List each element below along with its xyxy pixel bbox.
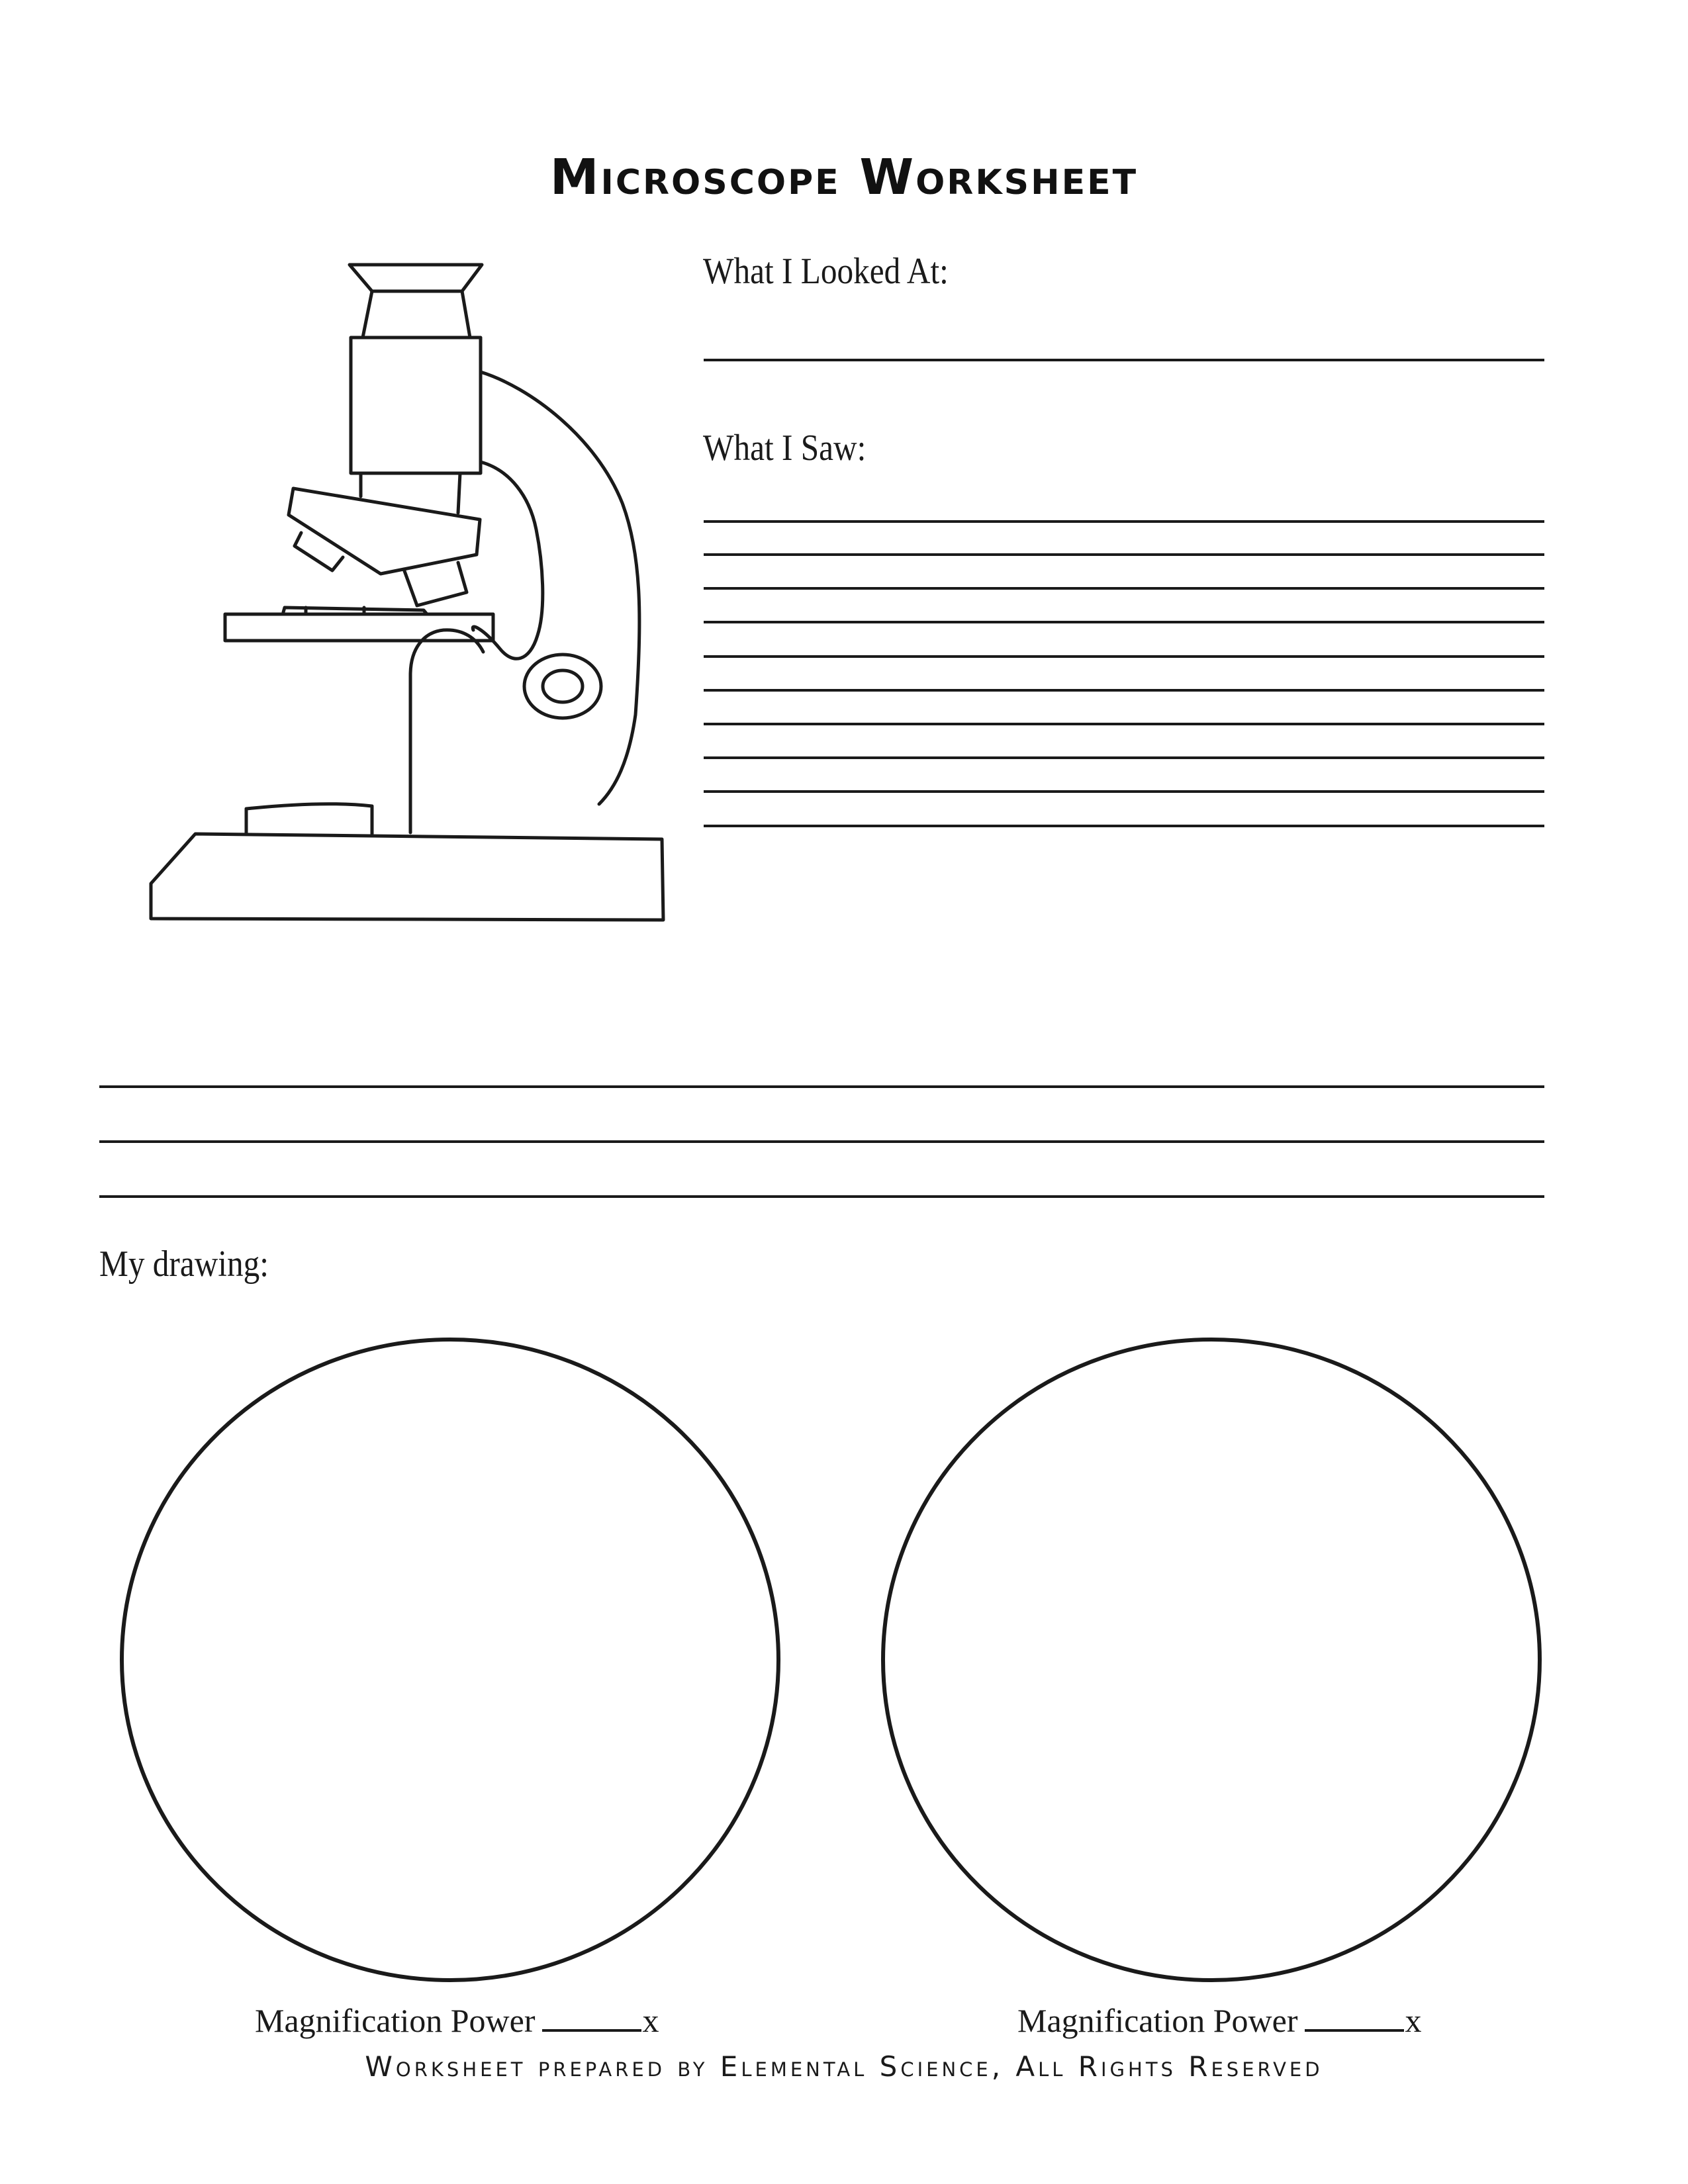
drawing-circle-right[interactable] xyxy=(883,1340,1540,1980)
magnification-blank[interactable] xyxy=(1305,2003,1404,2032)
magnification-blank[interactable] xyxy=(542,2003,641,2032)
magnification-label: Magnification Power xyxy=(255,2002,536,2039)
magnification-suffix: x xyxy=(642,2002,659,2039)
footer-copyright: Worksheet prepared by Elemental Science, All Rights Reserved xyxy=(365,2050,1323,2083)
page-title: Microscope Worksheet xyxy=(549,149,1139,206)
magnification-left xyxy=(255,2001,659,2040)
magnification-label: Magnification Power xyxy=(1017,2002,1298,2039)
magnification-right xyxy=(1017,2001,1422,2040)
drawing-circle-left[interactable] xyxy=(122,1340,778,1980)
magnification-suffix: x xyxy=(1405,2002,1422,2039)
drawing-label: My drawing: xyxy=(99,1244,269,1285)
looked-at-label: What I Looked At: xyxy=(703,251,949,292)
saw-label: What I Saw: xyxy=(703,428,867,469)
